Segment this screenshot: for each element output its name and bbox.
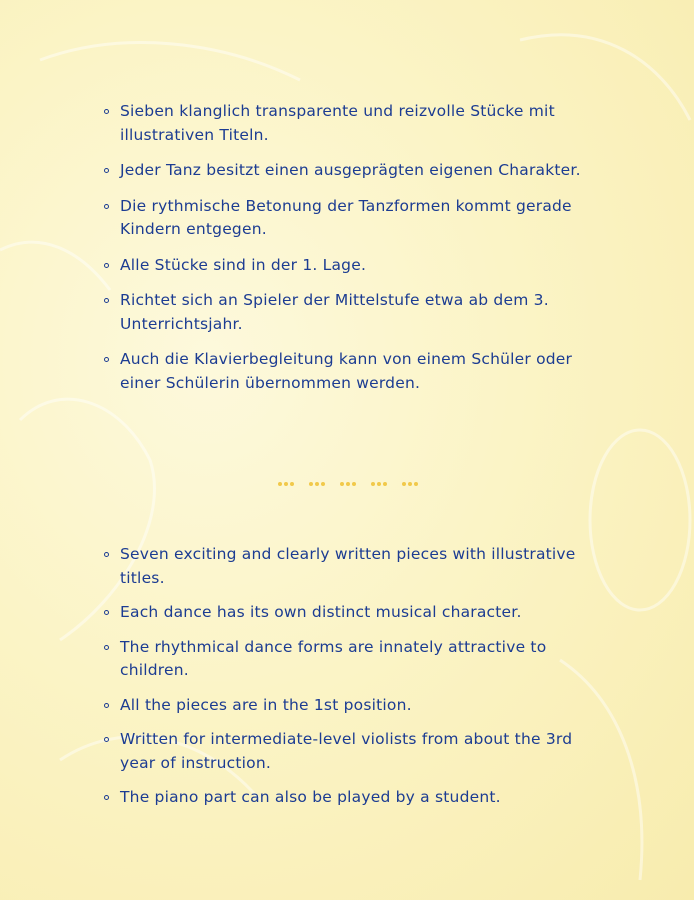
bullet-icon [104,109,109,114]
bullet-icon [104,263,109,268]
list-item [104,601,604,625]
feature-text: Each dance has its own distinct musical character. [120,603,522,621]
bullet-icon [104,703,109,708]
list-item [104,694,604,718]
list-item [104,728,604,775]
bullet-icon [104,552,109,557]
feature-text: Auch die Klavierbegleitung kann von einem Schüler oder einer Schülerin übernommen werden. [120,350,573,392]
list-item [104,636,604,683]
feature-text: Seven exciting and clearly written pieces with illustrative titles. [120,545,576,587]
dot-group [309,482,325,486]
list-item [104,289,604,336]
list-item [104,786,604,810]
feature-text: Die rythmische Betonung der Tanzformen kommt gerade Kindern entgegen. [120,196,572,238]
list-item [104,100,604,147]
feature-text: All the pieces are in the 1st position. [120,695,412,714]
feature-text: The rhythmical dance forms are innately attractive to children. [120,637,547,679]
english-feature-list [104,543,604,821]
list-item [104,159,604,183]
bullet-icon [104,737,109,742]
bullet-icon [104,357,109,362]
feature-text: Richtet sich an Spieler der Mittelstufe etwa ab dem 3. Unterrichtsjahr. [120,291,549,333]
bullet-icon [104,610,109,615]
list-item [104,348,604,395]
feature-text: Jeder Tanz besitzt einen ausgeprägten eigenen Charakter. [120,161,581,179]
bullet-icon [104,168,109,173]
bullet-icon [104,204,109,209]
list-item [104,543,604,590]
feature-text: Sieben klanglich transparente und reizvolle Stücke mit illustrativen Titeln. [120,102,555,144]
list-item [104,195,604,242]
dot-group [371,482,387,486]
dot-group [340,482,356,486]
bullet-icon [104,298,109,303]
bullet-icon [104,645,109,650]
dot-group [402,482,418,486]
german-feature-list [104,100,604,407]
feature-text: Written for intermediate-level violists from about the 3rd year of instruction. [120,730,573,772]
dot-divider [278,482,418,486]
feature-text: The piano part can also be played by a student. [120,788,501,806]
bullet-icon [104,795,109,800]
list-item [104,254,604,278]
feature-text: Alle Stücke sind in der 1. Lage. [120,255,367,274]
dot-group [278,482,294,486]
